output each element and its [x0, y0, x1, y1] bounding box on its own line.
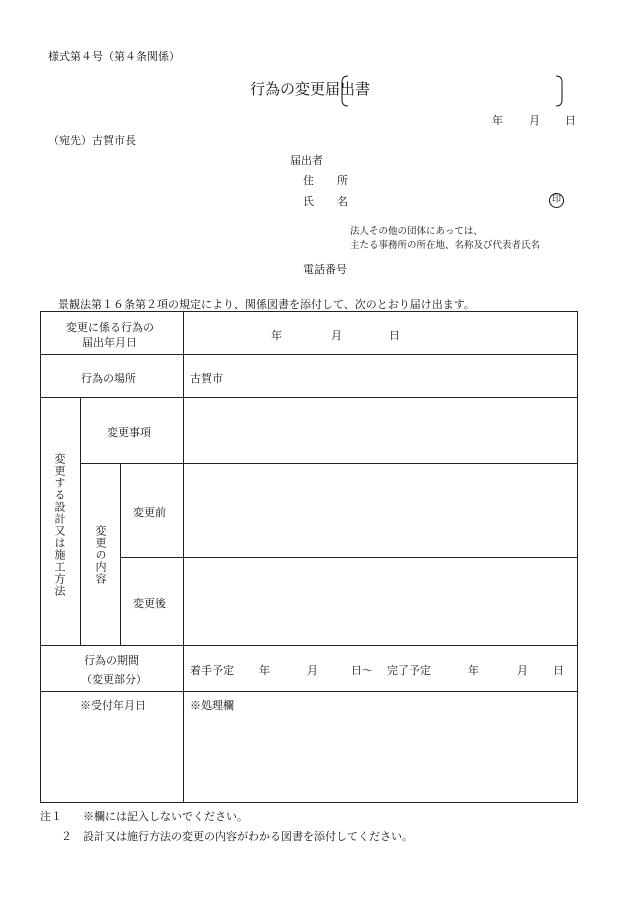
address-label-2: 所	[337, 174, 348, 187]
date-month: 月	[529, 114, 540, 127]
name-label-1: 氏	[303, 195, 314, 208]
period-end: 完了予定	[387, 664, 431, 677]
row1-year: 年	[271, 329, 282, 342]
notifier-label: 届出者	[290, 154, 323, 167]
period-day-to: 日〜	[351, 664, 373, 677]
design-change-group-label: 変更する設計又は施工方法	[53, 453, 66, 597]
form-number: 様式第４号（第４条関係）	[48, 50, 180, 63]
before-label: 変更前	[133, 506, 166, 519]
period-year: 年	[259, 664, 270, 677]
note1-number: 注１	[40, 810, 62, 823]
row1-day: 日	[389, 329, 400, 342]
after-label: 変更後	[133, 597, 166, 610]
change-item-label: 変更事項	[107, 426, 151, 439]
name-label-2: 名	[337, 195, 348, 208]
note2-number: ２	[61, 830, 72, 843]
intro-text: 景観法第１６条第２項の規定により、関係図書を添付して、次のとおり届け出ます。	[58, 298, 475, 311]
date-day: 日	[565, 114, 576, 127]
corp-note-2: 主たる事務所の所在地、名称及び代表者氏名	[350, 240, 541, 251]
location-label: 行為の場所	[81, 372, 136, 385]
period-month: 月	[307, 664, 318, 677]
date-year: 年	[492, 114, 503, 127]
address-label-1: 住	[303, 174, 314, 187]
change-content-label: 変更の内容	[94, 525, 107, 585]
note2-text: 設計又は施行方法の変更の内容がわかる図書を添付してください。	[83, 830, 413, 843]
row1-label-1: 変更に係る行為の	[66, 321, 154, 334]
corp-note-1: 法人その他の団体にあっては、	[350, 226, 483, 237]
addressee: （宛先）古賀市長	[48, 134, 136, 147]
note1-text: ※欄には記入しないでください。	[83, 810, 248, 823]
page-title: 行為の変更届出書	[250, 80, 371, 98]
period-month-2: 月	[517, 664, 528, 677]
title-bracket	[340, 74, 565, 108]
location-value: 古賀市	[190, 372, 223, 385]
seal-mark: 印	[549, 193, 564, 208]
period-year-2: 年	[468, 664, 479, 677]
period-day-2: 日	[553, 664, 564, 677]
row1-label-2: 届出年月日	[82, 336, 137, 349]
period-label-1: 行為の期間	[84, 654, 139, 667]
phone-label: 電話番号	[303, 263, 347, 276]
processing-label: ※処理欄	[190, 699, 234, 712]
receipt-label: ※受付年月日	[80, 699, 146, 712]
period-label-2: （変更部分）	[81, 673, 147, 686]
period-start: 着手予定	[190, 664, 234, 677]
row1-month: 月	[331, 329, 342, 342]
